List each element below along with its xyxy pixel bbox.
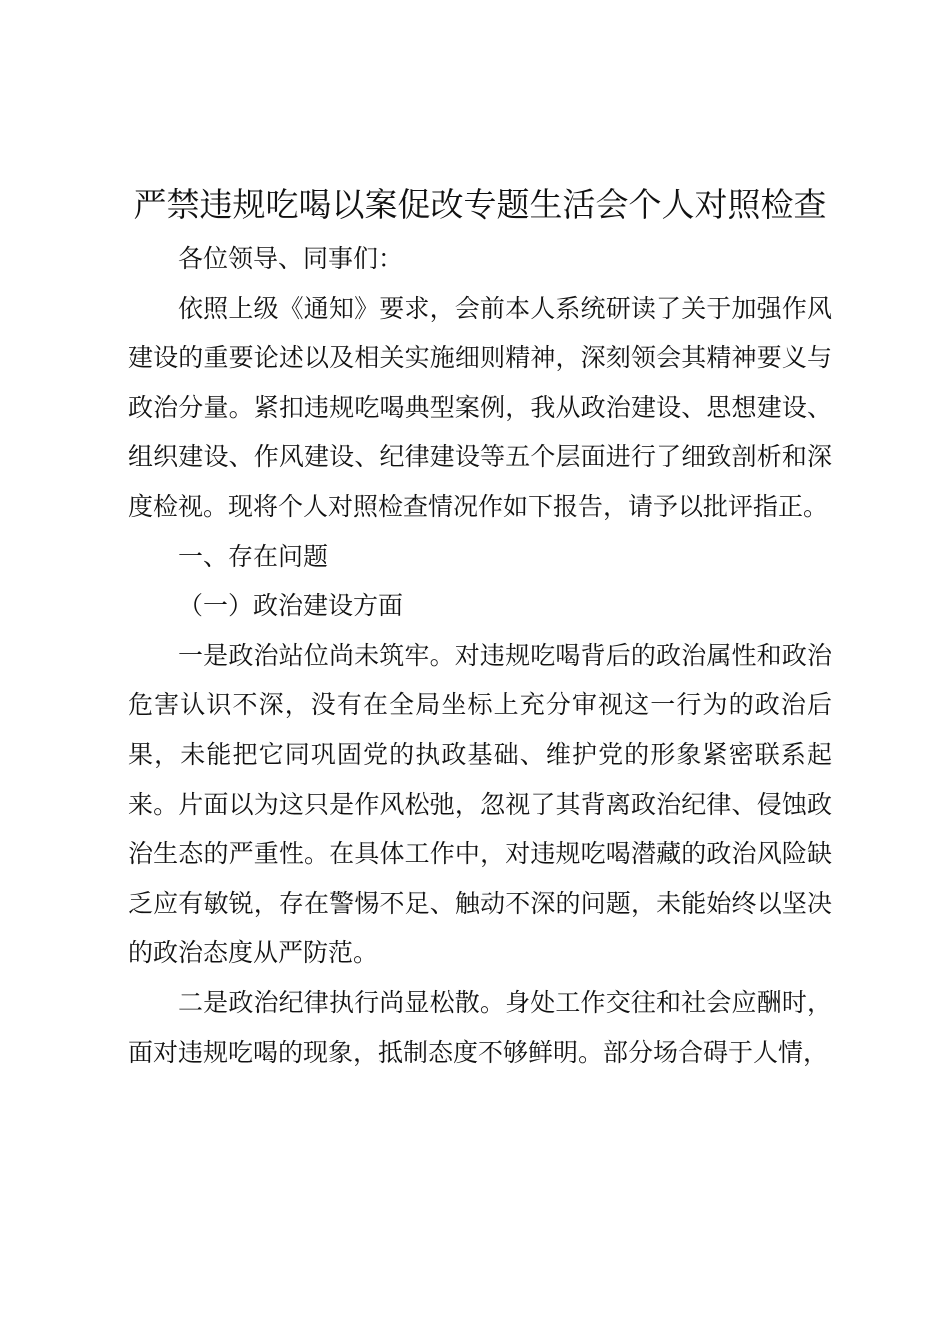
- paragraph-point-one: 一是政治站位尚未筑牢。对违规吃喝背后的政治属性和政治危害认识不深，没有在全局坐标上充分审视这一行为的政治后果，未能把它同巩固党的执政基础、维护党的形象紧密联系起来。片面以为这只是作风松弛，忽视了其背离政治纪律、侵蚀政治生态的严重性。在具体工作中，对违规吃喝潜藏的政治风险缺乏应有敏锐，存在警惕不足、触动不深的问题，未能始终以坚决的政治态度从严防范。: [128, 640, 832, 968]
- paragraph-point-two: 二是政治纪律执行尚显松散。身处工作交往和社会应酬时，面对违规吃喝的现象，抵制态度不够鲜明。部分场合碍于人情，: [128, 987, 832, 1067]
- document-body: [128, 180, 832, 1077]
- paragraph-intro: 依照上级《通知》要求，会前本人系统研读了关于加强作风建设的重要论述以及相关实施细则精神，深刻领会其精神要义与政治分量。紧扣违规吃喝典型案例，我从政治建设、思想建设、组织建设、作风建设、纪律建设等五个层面进行了细致剖析和深度检视。现将个人对照检查情况作如下报告，请予以批评指正。: [128, 293, 832, 521]
- subsection-heading-political: （一）政治建设方面: [178, 591, 404, 621]
- section-heading-problems: 一、存在问题: [178, 541, 329, 571]
- greeting: 各位领导、同事们：: [178, 244, 404, 273]
- document-title: 严禁违规吃喝以案促改专题生活会个人对照检查: [133, 185, 827, 224]
